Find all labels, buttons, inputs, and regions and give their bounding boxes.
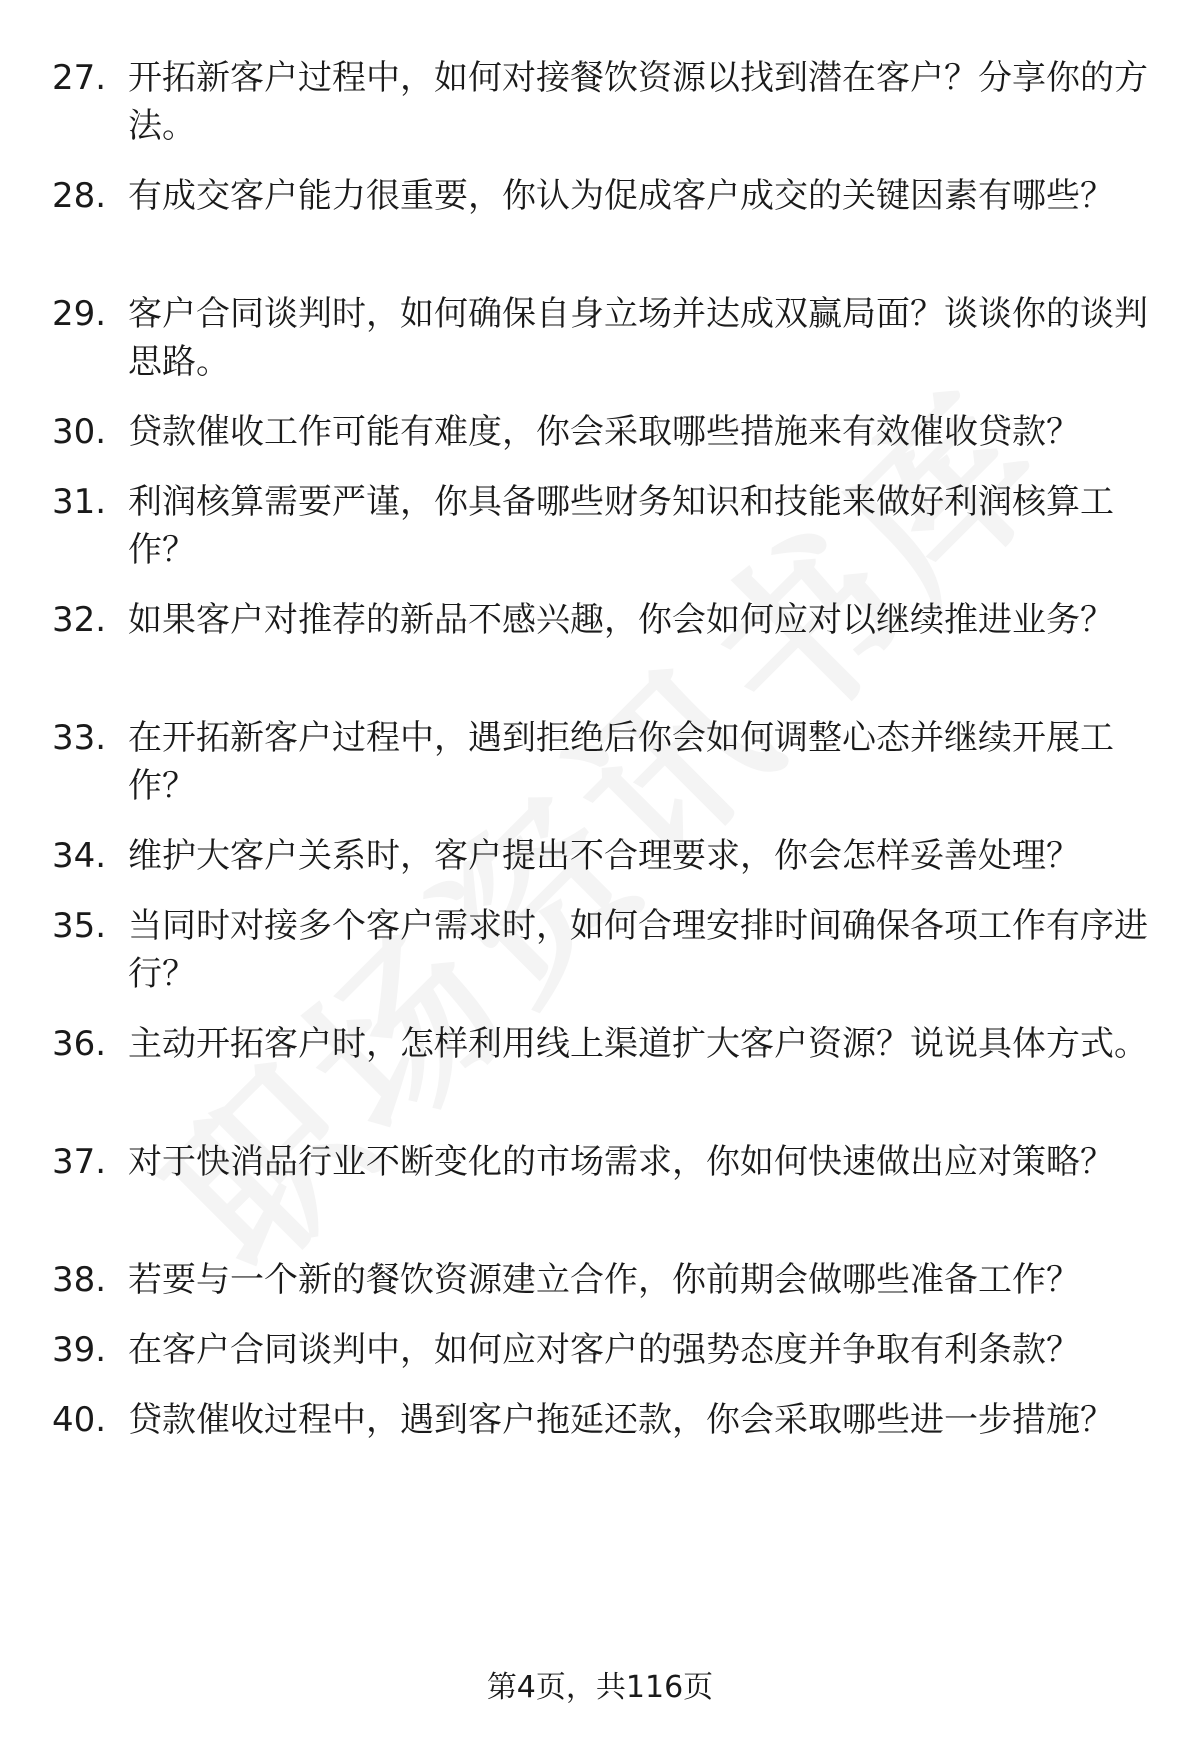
question-number: 27. [52,58,107,98]
question-text: 贷款催收工作可能有难度，你会采取哪些措施来有效催收贷款？ [128,412,1080,452]
question-number: 29. [52,294,107,334]
question-text: 有成交客户能力很重要，你认为促成客户成交的关键因素有哪些？ [128,176,1114,216]
question-number: 38. [52,1260,107,1300]
question-text: 在开拓新客户过程中，遇到拒绝后你会如何调整心态并继续开展工作？ [128,718,1114,806]
question-number: 35. [52,906,107,946]
question-text: 贷款催收过程中，遇到客户拖延还款，你会采取哪些进一步措施？ [128,1400,1114,1440]
question-number: 40. [52,1400,107,1440]
question-text: 对于快消品行业不断变化的市场需求，你如何快速做出应对策略？ [128,1142,1114,1182]
question-number: 37. [52,1142,107,1182]
question-text: 利润核算需要严谨，你具备哪些财务知识和技能来做好利润核算工作？ [128,482,1114,570]
question-number: 28. [52,176,107,216]
question-number: 34. [52,836,107,876]
question-text: 维护大客户关系时，客户提出不合理要求，你会怎样妥善处理？ [128,836,1080,876]
question-number: 30. [52,412,107,452]
question-text: 如果客户对推荐的新品不感兴趣，你会如何应对以继续推进业务？ [128,600,1114,640]
question-number: 31. [52,482,107,522]
question-text: 当同时对接多个客户需求时，如何合理安排时间确保各项工作有序进行？ [128,906,1148,994]
question-text: 客户合同谈判时，如何确保自身立场并达成双赢局面？谈谈你的谈判思路。 [128,294,1148,382]
page-footer: 第4页，共116页 [486,1670,714,1705]
question-number: 36. [52,1024,107,1064]
question-text: 主动开拓客户时，怎样利用线上渠道扩大客户资源？说说具体方式。 [128,1024,1148,1064]
question-number: 32. [52,600,107,640]
question-text: 在客户合同谈判中，如何应对客户的强势态度并争取有利条款？ [128,1330,1080,1370]
question-number: 39. [52,1330,107,1370]
question-text: 开拓新客户过程中，如何对接餐饮资源以找到潜在客户？分享你的方法。 [128,58,1148,146]
question-text: 若要与一个新的餐饮资源建立合作，你前期会做哪些准备工作？ [128,1260,1080,1300]
question-number: 33. [52,718,107,758]
